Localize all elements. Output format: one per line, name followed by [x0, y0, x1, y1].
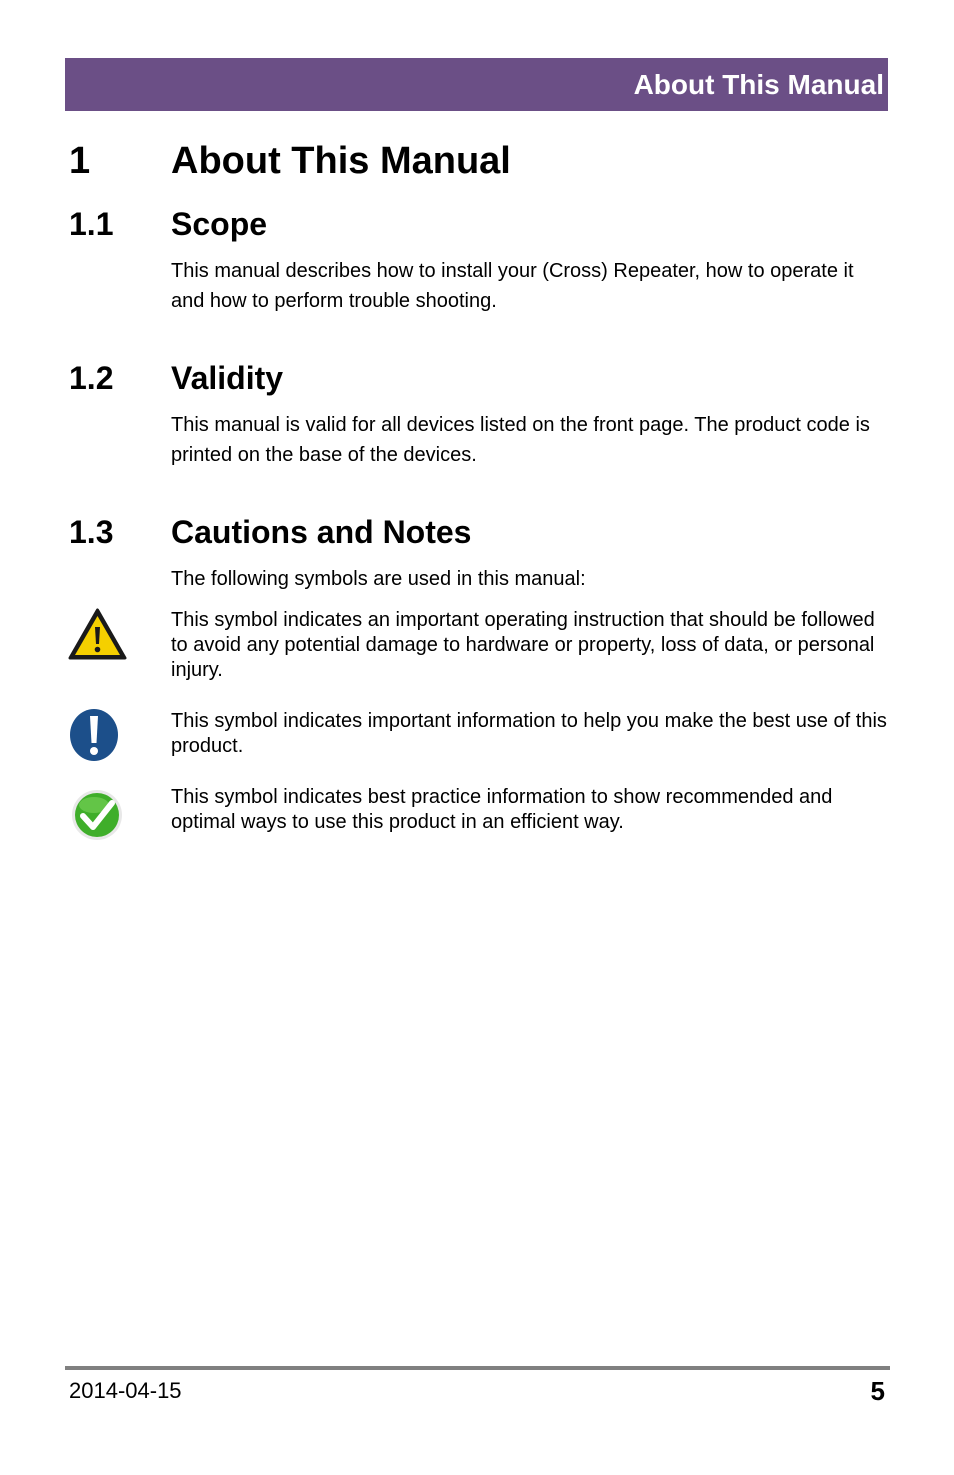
footer-divider	[65, 1366, 890, 1370]
section-text-validity: This manual is valid for all devices listed on the front page. The product code is printed on the base of the devices.	[171, 414, 870, 466]
info-exclamation-icon	[69, 708, 119, 762]
section-title-validity: Validity	[171, 360, 284, 396]
running-header-title: About This Manual	[633, 69, 884, 100]
running-header	[65, 58, 888, 111]
section-number-scope: 1.1	[69, 206, 114, 242]
section-text-cautions: The following symbols are used in this manual:	[171, 568, 586, 590]
footer-date: 2014-04-15	[69, 1378, 182, 1403]
checkmark-icon	[70, 788, 124, 842]
section-title-cautions: Cautions and Notes	[171, 514, 472, 550]
note-text-best-practice: This symbol indicates best practice information to show recommended and optimal ways to use this product in an efficient way.	[171, 786, 833, 833]
chapter-title: About This Manual	[171, 140, 511, 182]
section-number-validity: 1.2	[69, 360, 114, 396]
chapter-number: 1	[69, 140, 91, 182]
warning-triangle-icon	[68, 608, 127, 660]
page-number: 5	[870, 1376, 885, 1406]
note-text-warning: This symbol indicates an important operating instruction that should be followed to avoid any potential damage to hardware or property, loss of data, or personal injury.	[171, 609, 875, 681]
section-title-scope: Scope	[171, 206, 268, 242]
section-number-cautions: 1.3	[69, 514, 114, 550]
note-text-info: This symbol indicates important information to help you make the best use of this product.	[171, 710, 887, 757]
section-text-scope: This manual describes how to install your (Cross) Repeater, how to operate it and how to perform trouble shooting.	[171, 260, 854, 312]
